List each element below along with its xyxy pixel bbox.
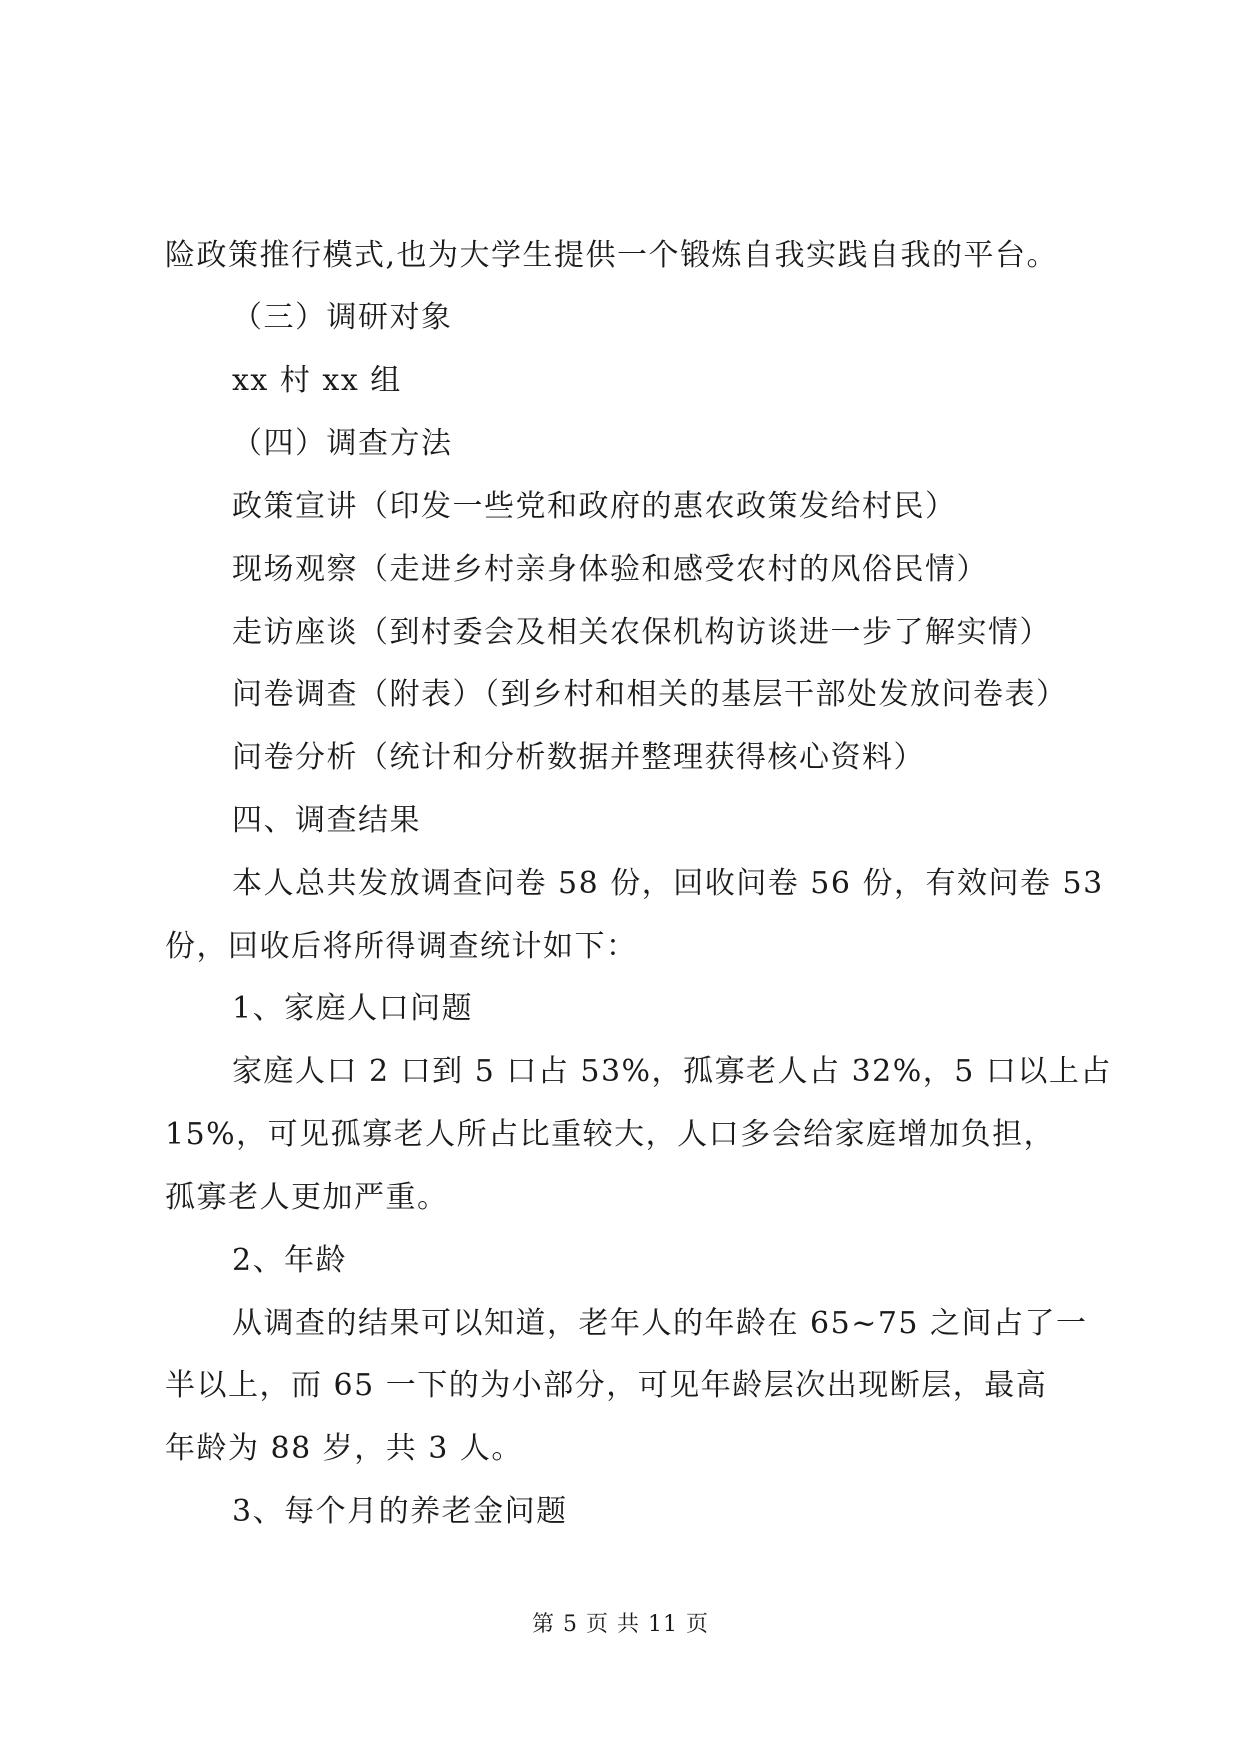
body-text-line: 份，回收后将所得调查统计如下： bbox=[165, 929, 638, 964]
method-item: 问卷分析（统计和分析数据并整理获得核心资料） bbox=[232, 740, 925, 775]
body-text-line: 本人总共发放调查问卷 58 份，回收问卷 56 份，有效问卷 53 bbox=[232, 866, 1104, 901]
page-footer: 第 5 页 共 11 页 bbox=[532, 1612, 709, 1637]
body-text-line: 家庭人口 2 口到 5 口占 53%，孤寡老人占 32%，5 口以上占 bbox=[232, 1054, 1112, 1089]
method-item: 问卷调查（附表）（到乡村和相关的基层干部处发放问卷表） bbox=[232, 677, 1068, 712]
body-text-line: 年龄为 88 岁，共 3 人。 bbox=[165, 1431, 523, 1466]
subheading-age: 2、年龄 bbox=[232, 1243, 348, 1278]
section-heading-research-subject: （三）调研对象 bbox=[232, 300, 453, 335]
section-heading-survey-results: 四、调查结果 bbox=[232, 803, 421, 838]
body-text-line: 半以上，而 65 一下的为小部分，可见年龄层次出现断层，最高 bbox=[165, 1368, 1048, 1403]
body-text-line: xx 村 xx 组 bbox=[232, 363, 402, 398]
body-text-line: 险政策推行模式,也为大学生提供一个锻炼自我实践自我的平台。 bbox=[165, 238, 1059, 273]
body-text-line: 孤寡老人更加严重。 bbox=[165, 1180, 449, 1215]
body-text-line: 15%，可见孤寡老人所占比重较大，人口多会给家庭增加负担， bbox=[165, 1117, 1056, 1152]
subheading-household-population: 1、家庭人口问题 bbox=[232, 991, 474, 1026]
method-item: 政策宣讲（印发一些党和政府的惠农政策发给村民） bbox=[232, 489, 957, 524]
section-heading-survey-method: （四）调查方法 bbox=[232, 426, 453, 461]
method-item: 走访座谈（到村委会及相关农保机构访谈进一步了解实情） bbox=[232, 615, 1051, 650]
body-text-line: 从调查的结果可以知道，老年人的年龄在 65~75 之间占了一 bbox=[232, 1306, 1088, 1341]
subheading-monthly-pension: 3、每个月的养老金问题 bbox=[232, 1494, 568, 1529]
method-item: 现场观察（走进乡村亲身体验和感受农村的风俗民情） bbox=[232, 552, 988, 587]
